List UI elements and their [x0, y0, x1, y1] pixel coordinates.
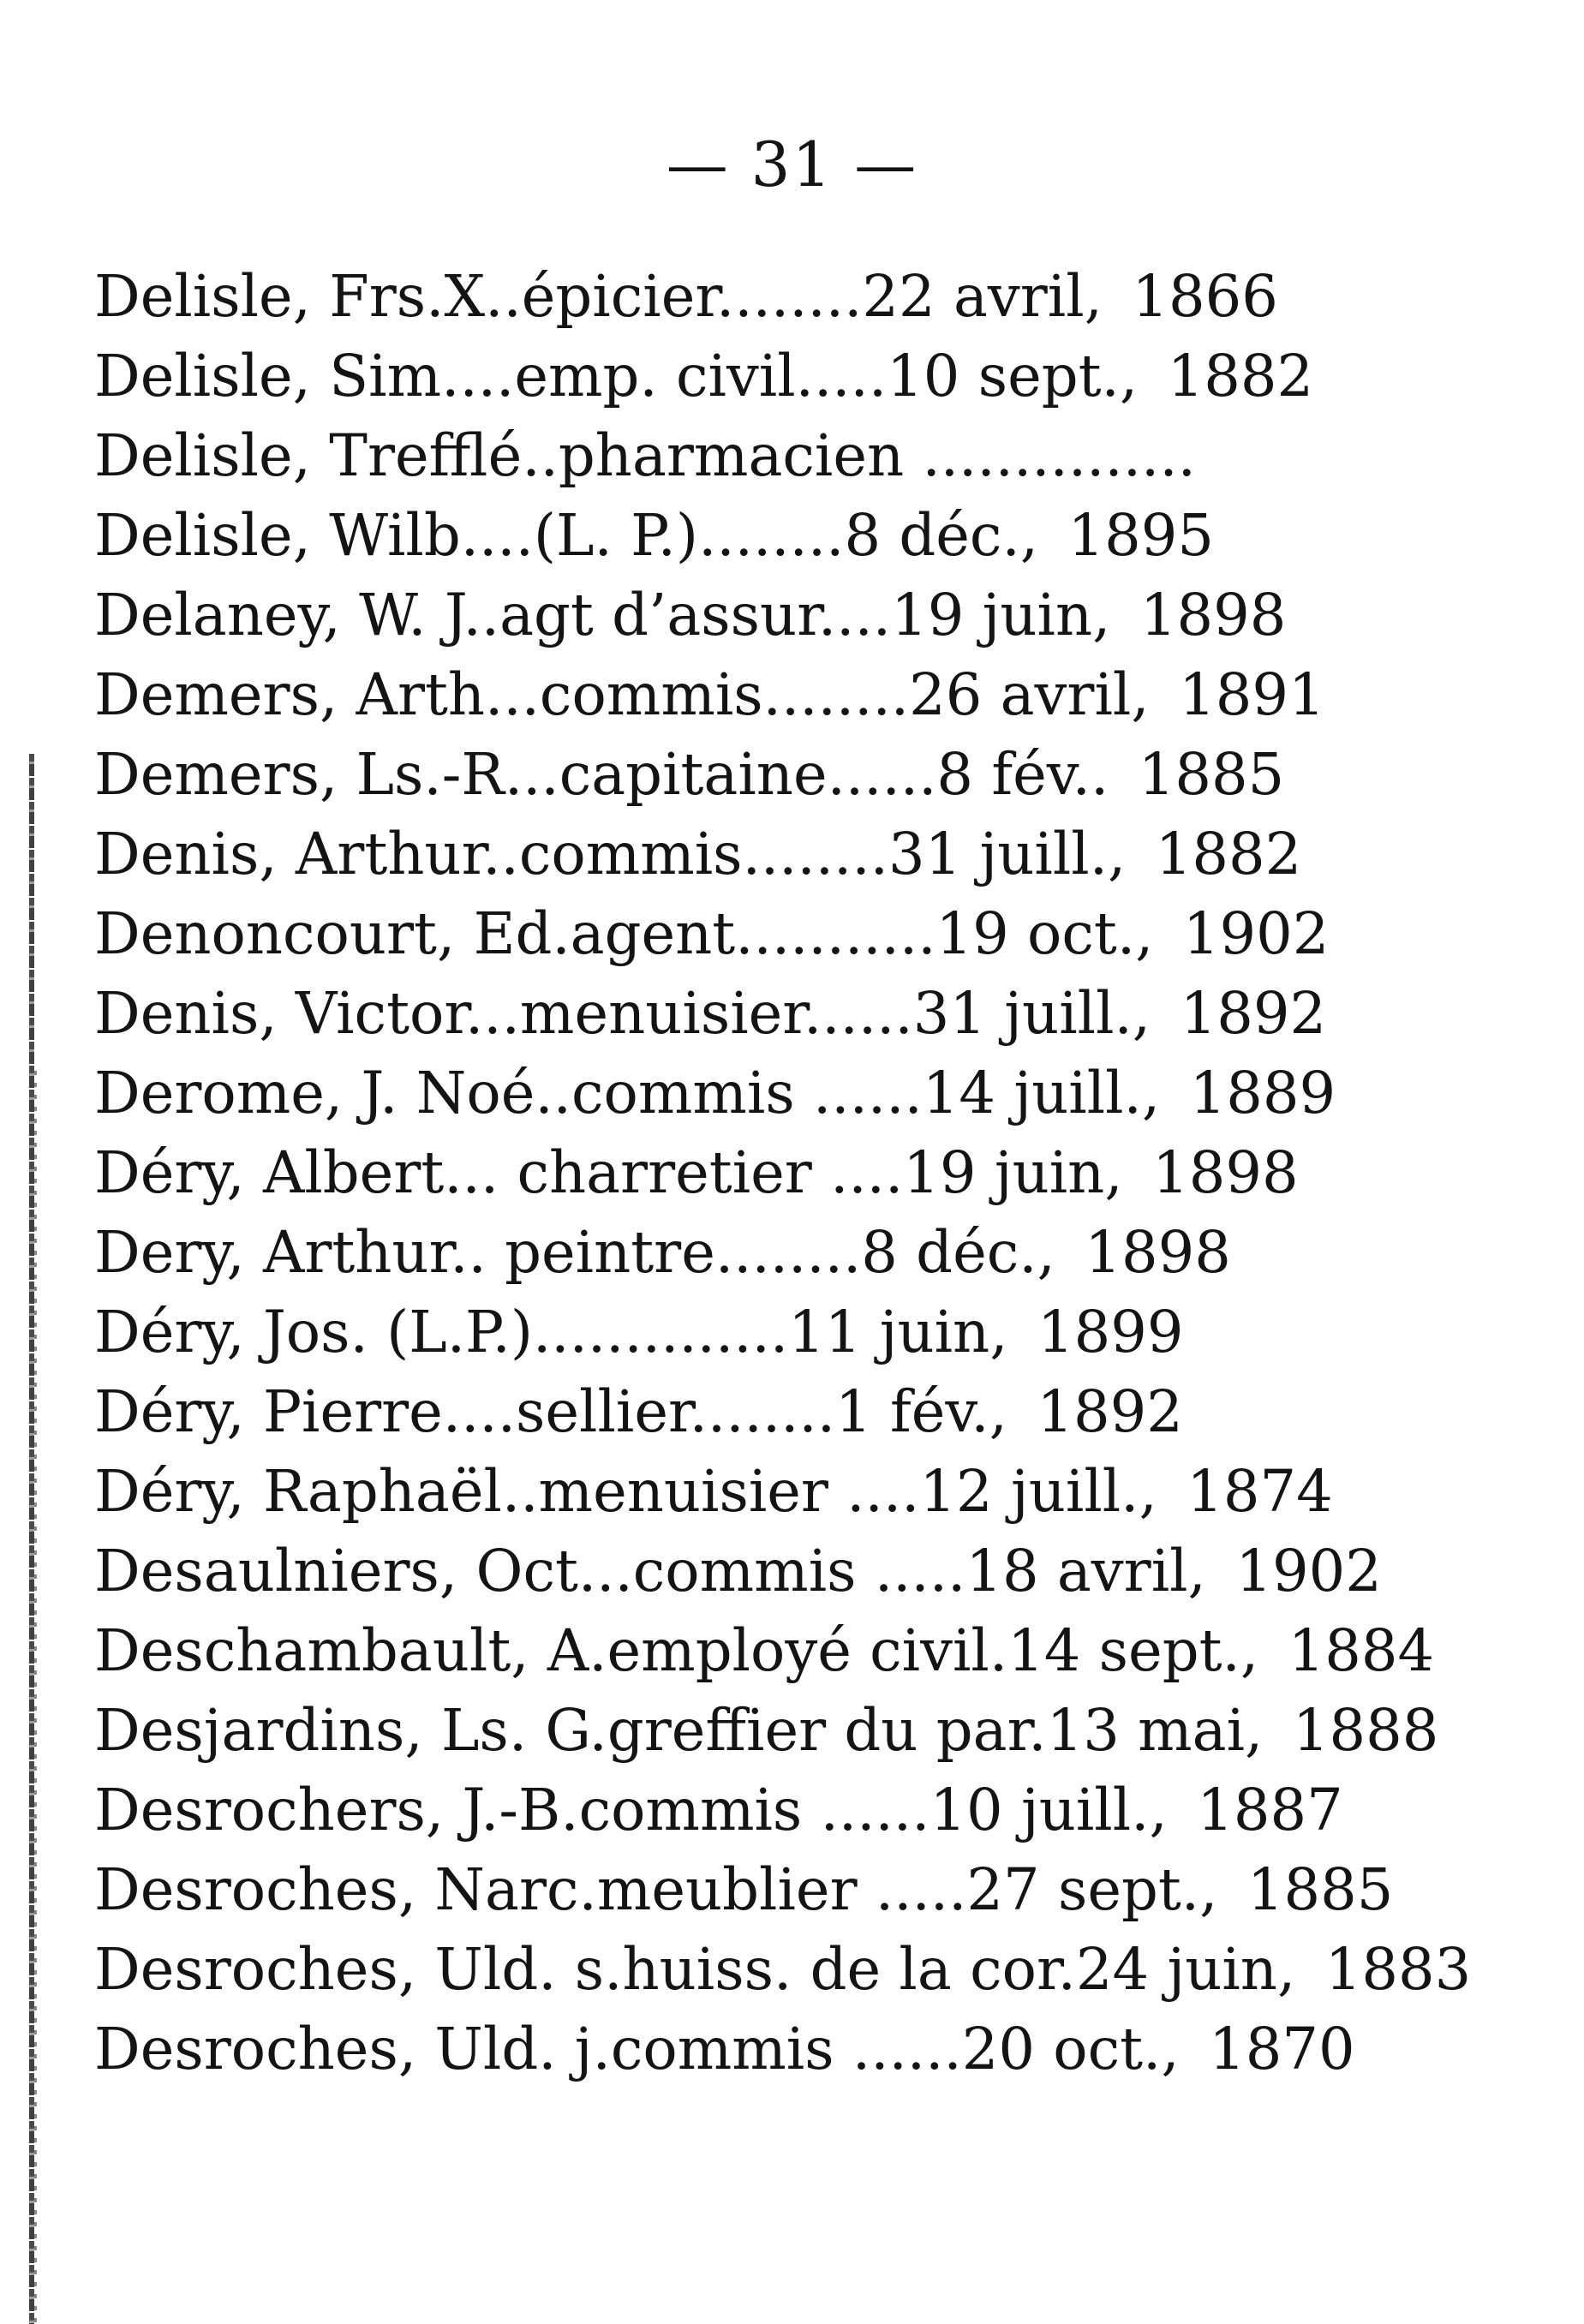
- entry-date: 31 juill.,: [888, 821, 1127, 887]
- entry-year: 1866: [1132, 263, 1278, 330]
- entry-name-occupation: Desroches, Narc.meublier .....: [94, 1856, 967, 1923]
- entry-date: 19 oct.,: [935, 900, 1154, 967]
- entry-date: 31 juill.,: [912, 980, 1151, 1047]
- directory-entry: [94, 1532, 1435, 1611]
- directory-entry: [94, 496, 1435, 576]
- entry-year: 1885: [1246, 1856, 1394, 1923]
- entry-date: 19 juin,: [891, 582, 1111, 648]
- directory-entry: [94, 1850, 1435, 1930]
- directory-entry: [94, 974, 1435, 1054]
- entry-date: 19 juin,: [903, 1139, 1123, 1206]
- entry-date: 1 fév.,: [835, 1378, 1007, 1445]
- entry-name-occupation: Delisle, Sim....emp. civil.....: [94, 343, 888, 409]
- directory-entry: [94, 1452, 1435, 1532]
- entry-name-occupation: Denoncourt, Ed.agent...........: [94, 900, 936, 967]
- entry-year: 1892: [1180, 980, 1327, 1047]
- entry-year: 1882: [1167, 343, 1314, 409]
- entry-date: 27 sept.,: [966, 1856, 1218, 1923]
- entry-date: 18 avril,: [965, 1538, 1206, 1604]
- entry-year: 1887: [1197, 1777, 1343, 1843]
- entry-date: 10 juill.,: [929, 1777, 1168, 1843]
- directory-entry: [94, 1372, 1435, 1452]
- entry-date: 8 déc.,: [844, 502, 1039, 569]
- entry-name-occupation: Delisle, Trefflé..pharmacien ...............: [94, 422, 1196, 489]
- entry-name-occupation: Desrochers, J.-B.commis ......: [94, 1777, 930, 1843]
- entry-year: 1888: [1292, 1697, 1439, 1764]
- directory-entry: [94, 735, 1435, 815]
- binding-edge-mark-secondary: [34, 1071, 37, 2324]
- entry-date: 26 avril,: [909, 661, 1150, 728]
- entry-year: 1898: [1152, 1139, 1299, 1206]
- entry-year: 1874: [1187, 1458, 1333, 1525]
- directory-entry: [94, 1054, 1435, 1133]
- entry-name-occupation: Déry, Jos. (L.P.)..............: [94, 1299, 789, 1365]
- directory-entry: [94, 2010, 1435, 2089]
- directory-entry: [94, 1133, 1435, 1213]
- directory-entry: [94, 1771, 1435, 1850]
- entry-year: 1889: [1189, 1060, 1336, 1126]
- entry-year: 1870: [1209, 2016, 1355, 2082]
- entry-year: 1884: [1288, 1617, 1435, 1684]
- directory-entry: [94, 416, 1435, 496]
- entry-name-occupation: Denis, Victor...menuisier......: [94, 980, 913, 1047]
- directory-entry: [94, 1611, 1435, 1691]
- entry-name-occupation: Desroches, Uld. j.commis ......: [94, 2016, 962, 2082]
- entry-date: 8 déc.,: [861, 1219, 1055, 1286]
- directory-entry: [94, 1691, 1439, 1771]
- entry-name-occupation: Delaney, W. J..agt d’assur....: [94, 582, 892, 648]
- entry-date: 12 juill.,: [919, 1458, 1157, 1525]
- entry-year: 1885: [1138, 741, 1285, 808]
- directory-entry: [94, 337, 1435, 416]
- entry-name-occupation: Delisle, Frs.X..épicier........: [94, 263, 863, 330]
- directory-entry: [94, 1213, 1435, 1293]
- entry-name-occupation: Desroches, Uld. s.huiss. de la cor.: [94, 1936, 1076, 2003]
- entry-date: 14 sept.,: [1007, 1617, 1259, 1684]
- directory-entry: [94, 815, 1435, 894]
- entry-year: 1883: [1324, 1936, 1472, 2003]
- entry-year: 1902: [1182, 900, 1330, 967]
- entry-name-occupation: Déry, Raphaël..menuisier ....: [94, 1458, 920, 1525]
- entry-year: 1891: [1179, 661, 1325, 728]
- directory-entry: [94, 655, 1435, 735]
- entry-name-occupation: Déry, Albert... charretier ....: [94, 1139, 904, 1206]
- entry-year: 1898: [1139, 582, 1287, 648]
- entry-name-occupation: Demers, Ls.-R...capitaine......: [94, 741, 937, 808]
- entry-name-occupation: Dery, Arthur.. peintre........: [94, 1219, 862, 1286]
- entry-date: 14 juill.,: [922, 1060, 1161, 1126]
- entry-date: 8 fév..: [936, 741, 1109, 808]
- entry-date: 22 avril,: [862, 263, 1103, 330]
- entry-date: 11 juin,: [788, 1299, 1008, 1365]
- directory-entry: [94, 894, 1435, 974]
- entry-year: 1892: [1037, 1378, 1183, 1445]
- page-number: — 31 —: [666, 128, 918, 200]
- directory-entry: [94, 1293, 1435, 1372]
- entry-date: 24 juin,: [1075, 1936, 1296, 2003]
- entry-name-occupation: Delisle, Wilb....(L. P.)........: [94, 502, 845, 569]
- directory-entries: [94, 257, 1472, 2089]
- entry-year: 1899: [1037, 1299, 1184, 1365]
- entry-year: 1882: [1155, 821, 1302, 887]
- entry-name-occupation: Demers, Arth...commis........: [94, 661, 910, 728]
- directory-entry: [94, 257, 1435, 337]
- entry-name-occupation: Denis, Arthur..commis........: [94, 821, 888, 887]
- entry-name-occupation: Desaulniers, Oct...commis .....: [94, 1538, 966, 1604]
- directory-entry: [94, 576, 1435, 655]
- entry-date: 10 sept.,: [887, 343, 1139, 409]
- directory-entry: [94, 1930, 1472, 2010]
- entry-date: 20 oct.,: [961, 2016, 1180, 2082]
- entry-name-occupation: Déry, Pierre....sellier........: [94, 1378, 836, 1445]
- entry-name-occupation: Derome, J. Noé..commis ......: [94, 1060, 923, 1126]
- entry-date: 13 mai,: [1046, 1697, 1264, 1764]
- entry-year: 1898: [1085, 1219, 1231, 1286]
- entry-name-occupation: Deschambault, A.employé civil.: [94, 1617, 1008, 1684]
- entry-name-occupation: Desjardins, Ls. G.greffier du par.: [94, 1697, 1047, 1764]
- entry-year: 1902: [1235, 1538, 1382, 1604]
- entry-year: 1895: [1067, 502, 1215, 569]
